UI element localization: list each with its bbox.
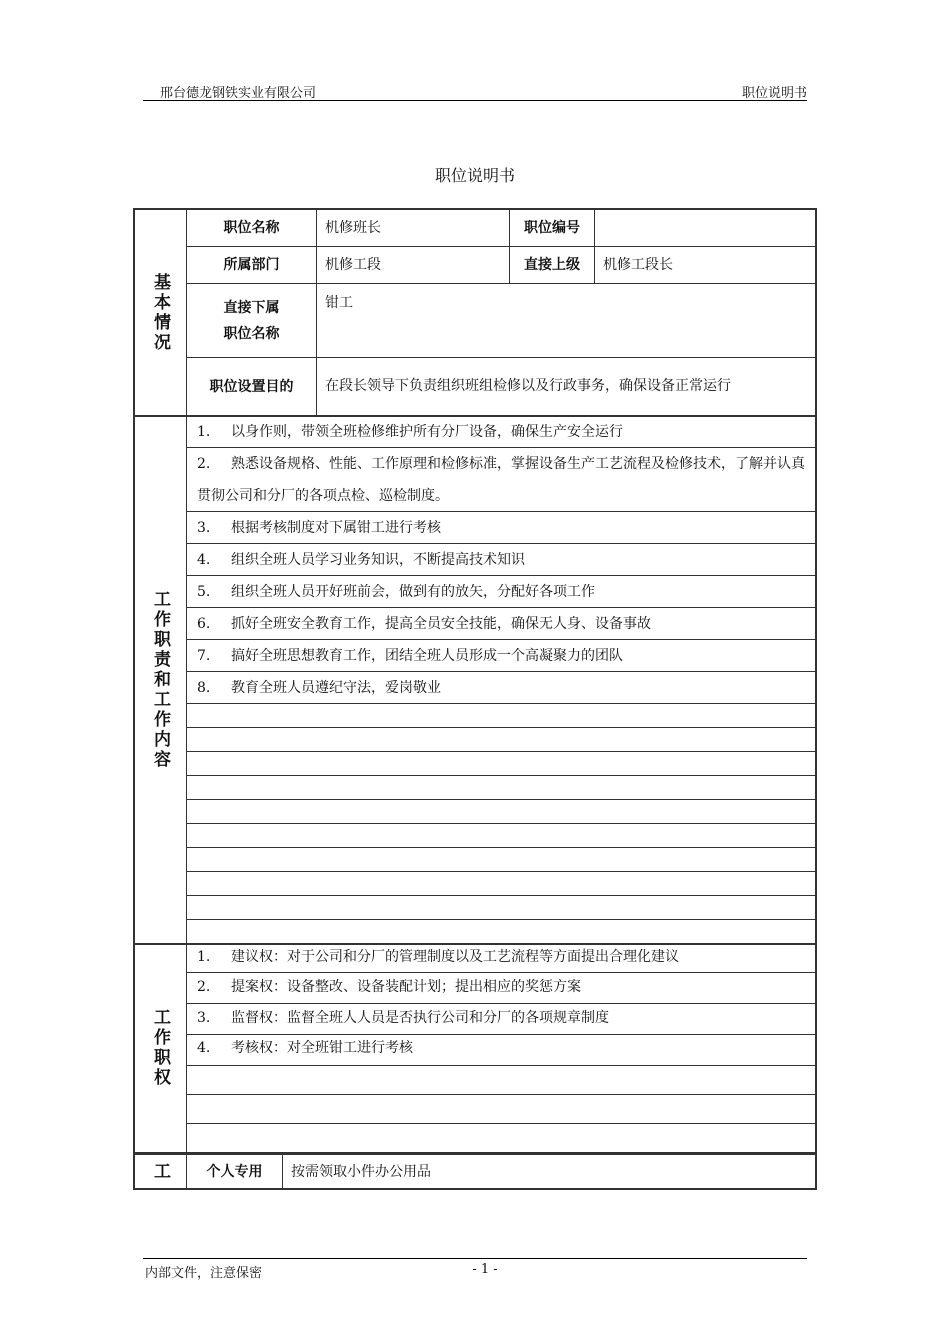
- basic-info-side-label: 基本情况: [150, 272, 170, 353]
- department-value: 机修工段: [317, 247, 510, 283]
- basic-info-body: [187, 210, 815, 415]
- position-code-value: [595, 210, 815, 246]
- duties-side: [135, 416, 187, 943]
- header-doc-type: 职位说明书: [741, 86, 807, 101]
- authority-item-3: 3. 监督权：监督全班人人员是否执行公司和分厂的各项规章制度: [197, 1010, 609, 1026]
- footer-confidential: 内部文件，注意保密: [145, 1266, 263, 1281]
- footer-rule: [143, 1258, 807, 1259]
- superior-label: 直接上级: [510, 247, 595, 283]
- subordinate-label-line2: 职位名称: [223, 325, 280, 342]
- tools-label: 个人专用: [187, 1155, 283, 1188]
- duty-item-4: 4. 组织全班人员学习业务知识，不断提高技术知识: [197, 552, 525, 568]
- purpose-label: 职位设置目的: [187, 358, 317, 415]
- duty-row: [187, 448, 815, 512]
- empty-row: [187, 920, 815, 944]
- empty-row: [187, 800, 815, 824]
- duty-row: [187, 640, 815, 672]
- page-number: - 1 -: [472, 1262, 498, 1277]
- duty-row: [187, 576, 815, 608]
- position-name-value: 机修班长: [317, 210, 510, 246]
- duty-row: [187, 416, 815, 448]
- tools-section: [133, 1153, 817, 1190]
- empty-row: [187, 872, 815, 896]
- subordinate-label: [187, 284, 317, 357]
- empty-row: [187, 824, 815, 848]
- document-title: 职位说明书: [434, 166, 515, 185]
- authority-item-2: 2. 提案权：设备整改、设备装配计划；提出相应的奖惩方案: [197, 979, 581, 995]
- authority-item-4: 4. 考核权：对全班钳工进行考核: [197, 1040, 413, 1056]
- empty-row: [187, 1095, 815, 1124]
- department-label: 所属部门: [187, 247, 317, 283]
- empty-row: [187, 728, 815, 752]
- authority-row: [187, 1004, 815, 1035]
- tools-side: [135, 1155, 187, 1188]
- duties-body: [187, 416, 815, 943]
- duty-row: [187, 544, 815, 576]
- duties-section: [133, 415, 817, 945]
- row-department: [187, 247, 815, 284]
- duty-row: [187, 608, 815, 640]
- empty-row: [187, 752, 815, 776]
- authority-row: [187, 1035, 815, 1066]
- header-company: 邢台德龙钢铁实业有限公司: [160, 86, 317, 101]
- purpose-value: 在段长领导下负责组织班组检修以及行政事务，确保设备正常运行: [325, 378, 731, 394]
- duty-row: [187, 512, 815, 544]
- superior-value: 机修工段长: [603, 257, 673, 273]
- row-subordinate: [187, 284, 815, 358]
- duty-item-3: 3. 根据考核制度对下属钳工进行考核: [197, 520, 441, 536]
- authority-row: [187, 973, 815, 1004]
- subordinate-value: 钳工: [325, 295, 353, 311]
- authority-row: [187, 944, 815, 973]
- empty-row: [187, 704, 815, 728]
- authority-body: [187, 944, 815, 1152]
- empty-row: [187, 1066, 815, 1095]
- tools-value: 按需领取小件办公用品: [291, 1163, 431, 1180]
- row-position-name: [187, 210, 815, 247]
- empty-row: [187, 776, 815, 800]
- basic-info-side: [135, 210, 187, 415]
- duty-row: [187, 672, 815, 704]
- duty-item-2: 2. 熟悉设备规格、性能、工作原理和检修标准，掌握设备生产工艺流程及检修技术，了解并认真贯彻公司和分厂的各项点检、巡检制度。: [197, 456, 805, 504]
- authority-item-1: 1. 建议权：对于公司和分厂的管理制度以及工艺流程等方面提出合理化建议: [197, 949, 679, 965]
- duty-item-8: 8. 教育全班人员遵纪守法，爱岗敬业: [197, 680, 441, 696]
- empty-row: [187, 848, 815, 872]
- authority-section: [133, 943, 817, 1154]
- position-code-label: 职位编号: [510, 210, 595, 246]
- basic-info-section: [133, 208, 817, 417]
- header-rule: [143, 100, 807, 101]
- position-name-label: 职位名称: [187, 210, 317, 246]
- duty-item-5: 5. 组织全班人员开好班前会，做到有的放矢，分配好各项工作: [197, 584, 595, 600]
- row-purpose: [187, 358, 815, 415]
- authority-side: [135, 944, 187, 1152]
- authority-side-label: 工作职权: [150, 1008, 170, 1088]
- empty-row: [187, 1124, 815, 1152]
- subordinate-label-line1: 直接下属: [223, 299, 280, 316]
- empty-row: [187, 896, 815, 920]
- duty-item-7: 7. 搞好全班思想教育工作，团结全班人员形成一个高凝聚力的团队: [197, 648, 623, 664]
- tools-side-label: 工: [150, 1161, 170, 1182]
- duty-item-1: 1. 以身作则，带领全班检修维护所有分厂设备，确保生产安全运行: [197, 424, 623, 440]
- tools-body: [187, 1155, 815, 1188]
- duty-item-6: 6. 抓好全班安全教育工作，提高全员安全技能，确保无人身、设备事故: [197, 616, 651, 632]
- tools-row: [187, 1155, 815, 1188]
- duties-side-label: 工作职责和工作内容: [150, 589, 170, 770]
